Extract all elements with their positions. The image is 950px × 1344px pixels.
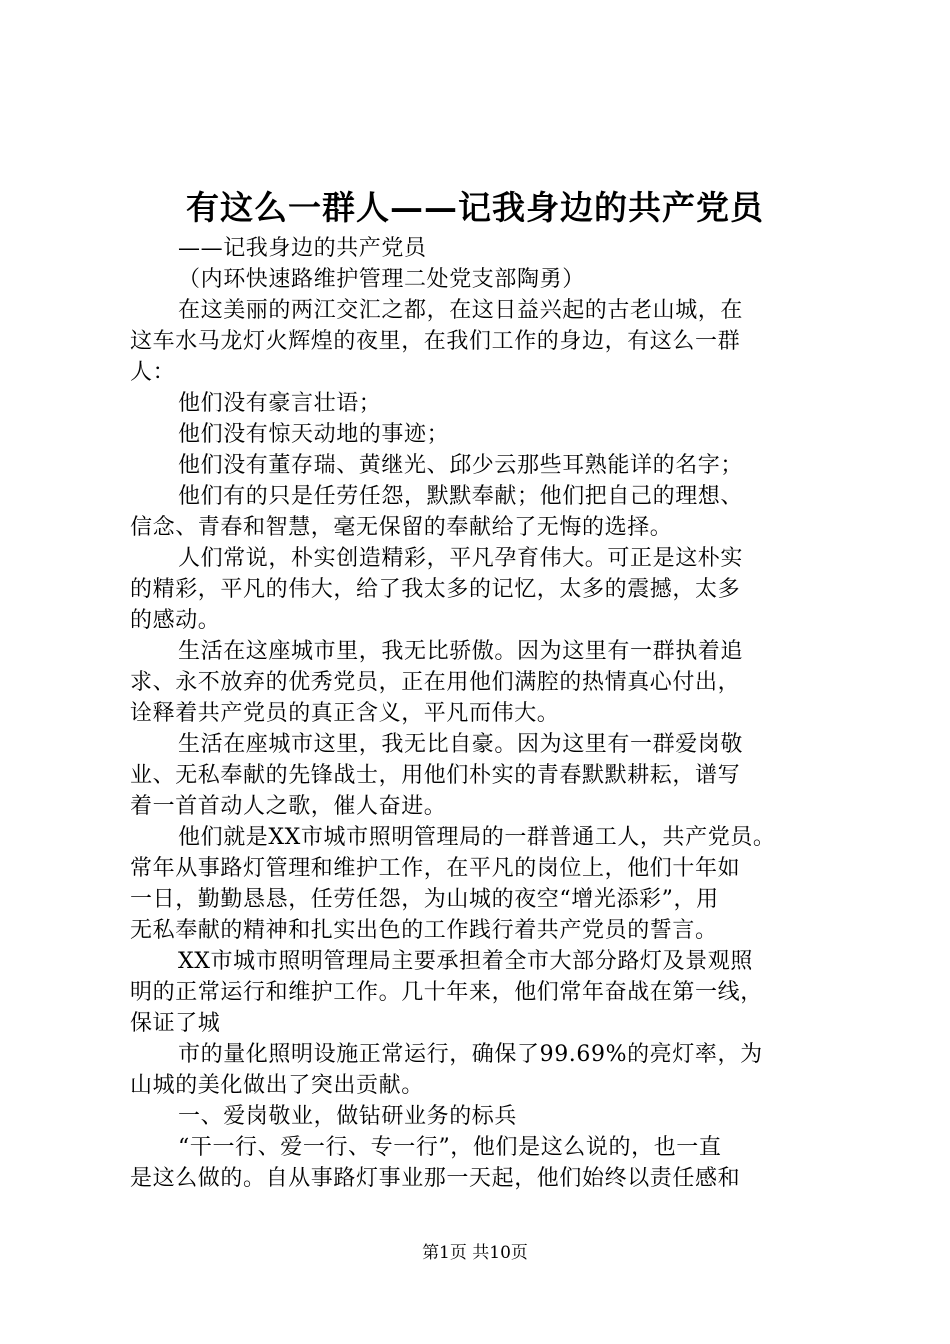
text-line: 诠释着共产党员的真正含义，平凡而伟大。	[130, 701, 560, 726]
document-title: 有这么一群人——记我身边的共产党员	[186, 188, 764, 227]
text-line: 无私奉献的精神和扎实出色的工作践行着共产党员的誓言。	[130, 918, 718, 943]
text-line: 求、永不放弃的优秀党员，正在用他们满腔的热情真心付出，	[130, 670, 741, 695]
text-line: 他们没有惊天动地的事迹；	[178, 422, 450, 447]
text-line: 业、无私奉献的先锋战士，用他们朴实的青春默默耕耘，谱写	[130, 763, 741, 788]
text-line: 是这么做的。自从事路灯事业那一天起，他们始终以责任感和	[130, 1166, 741, 1191]
text-line: 人们常说，朴实创造精彩，平凡孕育伟大。可正是这朴实	[178, 546, 744, 571]
text-line: 的感动。	[130, 608, 221, 633]
text-line: 市的量化照明设施正常运行，确保了99.69%的亮灯率，为	[178, 1042, 763, 1067]
text-line: 他们没有豪言壮语；	[178, 391, 382, 416]
text-line: 保证了城	[130, 1011, 221, 1036]
text-line: “干一行、爱一行、专一行”，他们是这么说的，也一直	[178, 1135, 722, 1160]
text-line: 生活在座城市这里，我无比自豪。因为这里有一群爱岗敬	[178, 732, 744, 757]
text-line: 着一首首动人之歌，催人奋进。	[130, 794, 447, 819]
text-line: 一、爱岗敬业，做钻研业务的标兵	[178, 1104, 518, 1129]
text-line: XX市城市照明管理局主要承担着全市大部分路灯及景观照	[178, 949, 753, 974]
text-line: （内环快速路维护管理二处党支部陶勇）	[178, 267, 585, 292]
text-line: 一日，勤勤恳恳，任劳任怨，为山城的夜空“增光添彩”，用	[130, 887, 719, 912]
text-line: 山城的美化做出了突出贡献。	[130, 1073, 424, 1098]
text-line: 人：	[130, 360, 176, 385]
text-line: 信念、青春和智慧，毫无保留的奉献给了无悔的选择。	[130, 515, 673, 540]
text-line: 常年从事路灯管理和维护工作，在平凡的岗位上，他们十年如	[130, 856, 741, 881]
page-footer: 第1页 共10页	[422, 1243, 528, 1263]
text-line: 在这美丽的两江交汇之都，在这日益兴起的古老山城，在	[178, 298, 744, 323]
text-line: 他们没有董存瑞、黄继光、邱少云那些耳熟能详的名字；	[178, 453, 744, 478]
text-line: 生活在这座城市里，我无比骄傲。因为这里有一群执着追	[178, 639, 744, 664]
text-line: 他们就是XX市城市照明管理局的一群普通工人，共产党员。	[178, 825, 776, 850]
document-body	[130, 233, 830, 1194]
text-line: 明的正常运行和维护工作。几十年来，他们常年奋战在第一线，	[130, 980, 763, 1005]
text-line: 这车水马龙灯火辉煌的夜里，在我们工作的身边，有这么一群	[130, 329, 741, 354]
text-line: 的精彩，平凡的伟大，给了我太多的记忆，太多的震撼，太多	[130, 577, 741, 602]
text-line: 他们有的只是任劳任怨，默默奉献；他们把自己的理想、	[178, 484, 744, 509]
text-line: ——记我身边的共产党员	[178, 236, 427, 261]
